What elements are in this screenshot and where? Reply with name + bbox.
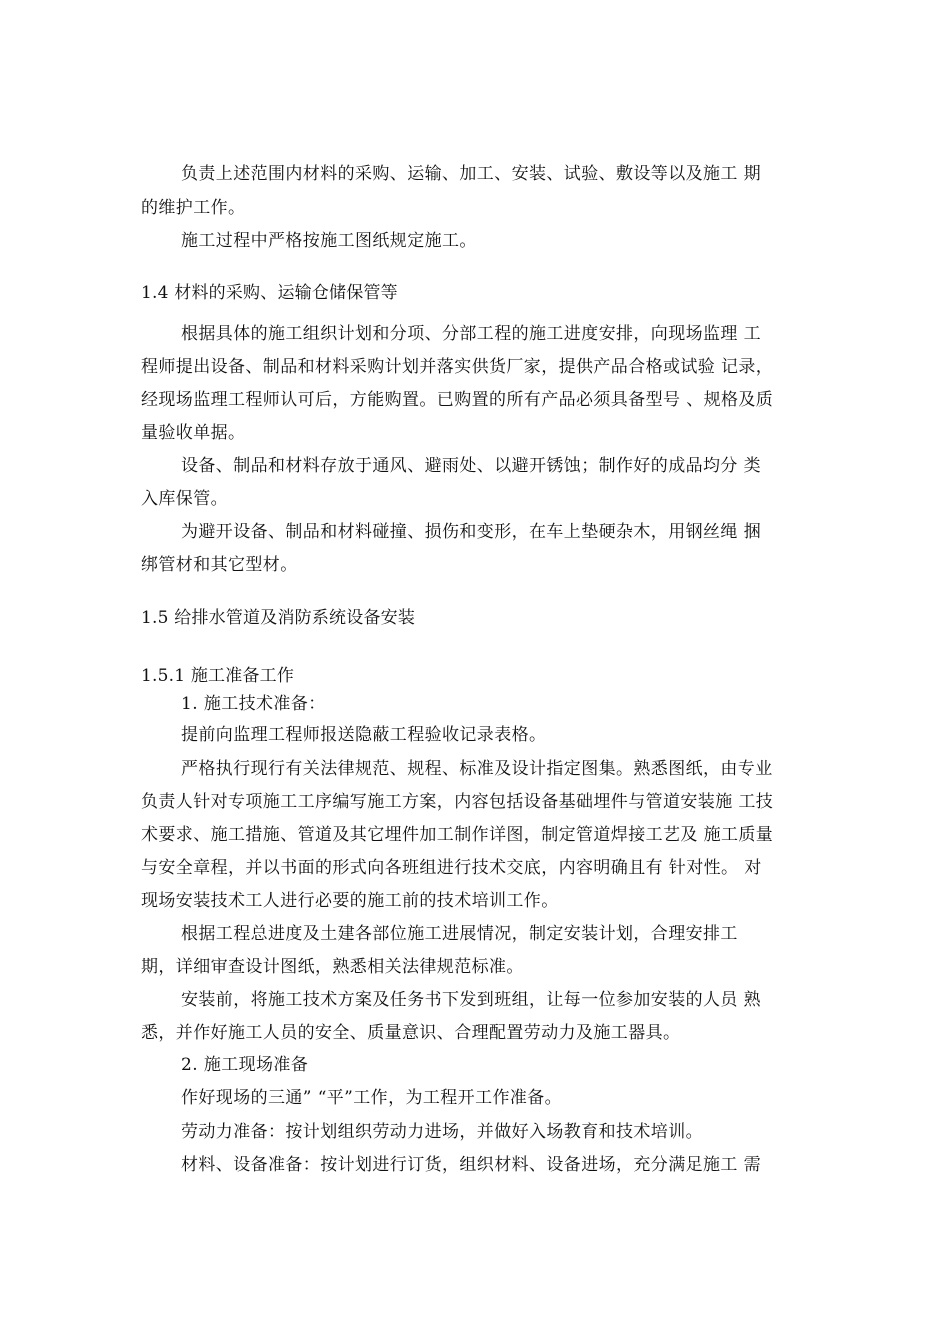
- section-heading: 1.5 给排水管道及消防系统设备安装: [141, 608, 416, 628]
- paragraph-line: 与安全章程，并以书面的形式向各班组进行技术交底，内容明确且有 针对性。 对: [141, 858, 762, 878]
- paragraph-line: 设备、制品和材料存放于通风、避雨处、以避开锈蚀；制作好的成品均分 类: [181, 456, 762, 476]
- paragraph-line: 现场安装技术工人进行必要的施工前的技术培训工作。: [141, 891, 559, 911]
- paragraph-line: 负责人针对专项施工工序编写施工方案，内容包括设备基础埋件与管道安装施 工技: [141, 792, 774, 812]
- paragraph-line: 根据工程总进度及土建各部位施工进展情况，制定安装计划，合理安排工: [181, 924, 738, 944]
- paragraph-line: 严格执行现行有关法律规范、规程、标准及设计指定图集。熟悉图纸，由专业: [181, 759, 773, 779]
- paragraph-line: 悉，并作好施工人员的安全、质量意识、合理配置劳动力及施工器具。: [141, 1023, 681, 1043]
- paragraph-line: 劳动力准备：按计划组织劳动力进场，并做好入场教育和技术培训。: [181, 1122, 703, 1142]
- paragraph-line: 提前向监理工程师报送隐蔽工程验收记录表格。: [181, 725, 547, 745]
- paragraph-line: 绑管材和其它型材。: [141, 555, 298, 575]
- list-heading: 2. 施工现场准备: [181, 1055, 309, 1075]
- paragraph-line: 作好现场的三通” “平”工作，为工程开工作准备。: [181, 1088, 563, 1108]
- paragraph-line: 期，详细审查设计图纸，熟悉相关法律规范标准。: [141, 957, 524, 977]
- paragraph-line: 术要求、施工措施、管道及其它埋件加工制作详图，制定管道焊接工艺及 施工质量: [141, 825, 774, 845]
- paragraph-line: 量验收单据。: [141, 423, 246, 443]
- paragraph-line: 的维护工作。: [141, 198, 246, 218]
- paragraph-line: 为避开设备、制品和材料碰撞、损伤和变形，在车上垫硬杂木，用钢丝绳 捆: [181, 522, 762, 542]
- paragraph-line: 程师提出设备、制品和材料采购计划并落实供货厂家，提供产品合格或试验 记录，: [141, 357, 774, 377]
- list-heading: 1. 施工技术准备：: [181, 694, 326, 714]
- paragraph-line: 入库保管。: [141, 489, 228, 509]
- paragraph-line: 根据具体的施工组织计划和分项、分部工程的施工进度安排，向现场监理 工: [181, 324, 762, 344]
- subsection-heading: 1.5.1 施工准备工作: [141, 666, 295, 686]
- paragraph-line: 负责上述范围内材料的采购、运输、加工、安装、试验、敷设等以及施工 期: [181, 164, 762, 184]
- paragraph-line: 施工过程中严格按施工图纸规定施工。: [181, 231, 477, 251]
- paragraph-line: 经现场监理工程师认可后，方能购置。已购置的所有产品必须具备型号 、规格及质: [141, 390, 774, 410]
- paragraph-line: 安装前，将施工技术方案及任务书下发到班组，让每一位参加安装的人员 熟: [181, 990, 762, 1010]
- section-heading: 1.4 材料的采购、运输仓储保管等: [141, 283, 398, 303]
- paragraph-line: 材料、设备准备：按计划进行订货，组织材料、设备进场，充分满足施工 需: [181, 1155, 762, 1175]
